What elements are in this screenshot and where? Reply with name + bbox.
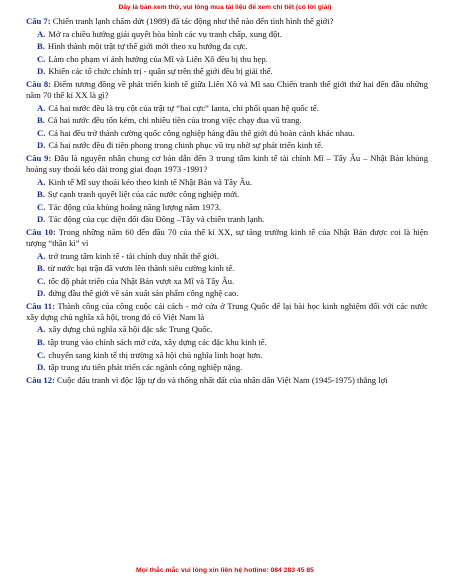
option-text: đứng đầu thế giới về sản xuất sản phẩm công nghệ cao. — [48, 288, 239, 299]
answer-option — [37, 115, 428, 126]
option-text: Làm cho phạm vi ảnh hưởng của Mĩ và Liên Xô đều bị thu hẹp. — [48, 53, 268, 64]
question-text: Thành công của công cuộc cải cách - mở cửa ở Trung Quốc để lại bài học kinh nghiệm đối với các nước xây dựng chủ nghĩa xã hội, trong đó có Việt Nam là — [26, 300, 428, 322]
answer-option — [37, 214, 428, 225]
answer-option — [37, 350, 428, 361]
answer-option — [37, 263, 428, 274]
option-text: Tác động của khủng hoảng năng lượng năm 1973. — [48, 201, 222, 212]
option-text: chuyển sang kinh tế thị trường xã hội chủ nghĩa linh hoạt hơn. — [48, 349, 263, 360]
option-text: Khiến các tổ chức chính trị - quân sự trên thế giới đều bị giải thể. — [48, 66, 273, 77]
question-number: Câu 10: — [26, 226, 56, 237]
option-letter: D. — [37, 288, 46, 299]
answer-option — [37, 189, 428, 200]
answer-option — [37, 128, 428, 139]
option-letter: C. — [37, 201, 46, 212]
answer-option — [37, 251, 428, 262]
option-letter: D. — [37, 214, 46, 225]
option-text: Cả hai nước đều tốn kém, chi nhiều tiền của trong việc chạy đua vũ trang. — [47, 115, 302, 126]
answer-option — [37, 41, 428, 52]
option-letter: A. — [37, 250, 46, 261]
question — [26, 153, 428, 175]
option-letter: B. — [37, 41, 45, 52]
option-text: Cả hai nước đều đi tiên phong trong chinh phục vũ trụ nhờ sự phát triển kinh tế. — [48, 140, 324, 151]
preview-banner: Đây là bản xem thử, vui lòng mua tài liệu để xem chi tiết (có lời giải) — [118, 4, 332, 11]
hotline-footer: Mọi thắc mắc vui lòng xin liên hệ hotline: 084 283 45 85 — [136, 567, 314, 574]
answer-option — [37, 29, 428, 40]
option-letter: C. — [37, 53, 46, 64]
answer-option — [37, 362, 428, 373]
option-text: Cả hai đều trở thành cường quốc công nghiệp hàng đầu thế giới đủ hoàn cảnh khác nhau. — [48, 127, 355, 138]
option-letter: A. — [37, 176, 46, 187]
answer-option — [37, 103, 428, 114]
option-text: Cả hai nước đều là trụ cột của trật tự “hai cực” Ianta, chi phối quan hệ quốc tế. — [48, 102, 319, 113]
option-text: tập trung vào chính sách mở cửa, xây dựng các đặc khu kinh tế. — [47, 337, 267, 348]
answer-option — [37, 66, 428, 77]
option-letter: A. — [37, 324, 46, 335]
option-letter: C. — [37, 127, 46, 138]
option-text: tốc độ phát triển của Nhật Bản vượt xa Mĩ và Tây Âu. — [48, 275, 235, 286]
option-letter: A. — [37, 102, 46, 113]
option-text: Hình thành một trật tự thế giới mới theo xu hướng đa cực. — [47, 41, 248, 52]
answer-option — [37, 54, 428, 65]
question-number: Câu 8: — [26, 78, 51, 89]
question — [26, 79, 428, 101]
question-number: Câu 7: — [26, 16, 51, 26]
answer-option — [37, 288, 428, 299]
answer-option — [37, 337, 428, 348]
answer-option — [37, 177, 428, 188]
question-number: Câu 9: — [26, 152, 52, 163]
answer-option — [37, 276, 428, 287]
option-letter: D. — [37, 362, 46, 373]
option-text: trở trung tâm kinh tế - tài chính duy nhất thế giới. — [48, 250, 219, 261]
option-text: Sự cạnh tranh quyết liệt của các nước công nghiệp mới. — [47, 189, 240, 200]
option-letter: C. — [37, 275, 46, 286]
question-list — [26, 16, 428, 387]
question — [26, 375, 428, 386]
question-text: Trong những năm 60 đến đầu 70 của thế kỉ XX, sự tăng trưởng kinh tế của Nhật Bản được coi là hiện tượng “thần kì” vì — [26, 226, 428, 248]
option-letter: D. — [37, 66, 46, 77]
option-letter: C. — [37, 349, 46, 360]
question-text: Điểm tương đồng về phát triển kinh tế giữa Liên Xô và Mĩ sau Chiến tranh thế giới thứ hai đến đầu những năm 70 thế kỉ XX là gì? — [26, 78, 429, 100]
question — [26, 301, 428, 323]
answer-option — [37, 140, 428, 151]
option-letter: A. — [37, 28, 46, 39]
option-letter: B. — [37, 189, 45, 200]
question-text: Cuộc đấu tranh vì độc lập tự do và thống nhất đất của nhân dân Việt Nam (1945-1975) thắng lợi — [57, 374, 388, 385]
option-text: tập trung ưu tiên phát triển các ngành công nghiệp nặng. — [48, 362, 243, 373]
question — [26, 227, 428, 249]
option-text: xây dựng chủ nghĩa xã hội đặc sắc Trung Quốc. — [48, 324, 213, 335]
option-text: Mở ra chiều hướng giải quyết hòa bình các vụ tranh chấp, xung đột. — [48, 28, 282, 39]
question-number: Câu 12: — [26, 374, 55, 385]
question-text: Chiến tranh lạnh chấm dứt (1989) đã tác động như thế nào đến tình hình thế giới? — [52, 16, 334, 26]
question-text: Đâu là nguyên nhân chung cơ bản dẫn đến 3 trung tâm kinh tế tài chính Mĩ – Tây Âu – Nhật Bản khủng hoảng suy thoái kéo dài trong giai đoạn 1973 -1991? — [26, 152, 429, 174]
question — [26, 16, 428, 27]
option-letter: D. — [37, 140, 46, 151]
option-text: từ nước bại trận đã vươn lên thành siêu cường kinh tế. — [47, 263, 235, 274]
answer-option — [37, 202, 428, 213]
option-text: Kinh tế Mĩ suy thoái kéo theo kinh tế Nhật Bản và Tây Âu. — [48, 176, 253, 187]
option-letter: B. — [37, 337, 45, 348]
answer-option — [37, 324, 428, 335]
option-text: Tác động của cục diện đối đầu Đông –Tây và chiến tranh lạnh. — [48, 214, 265, 225]
option-letter: B. — [37, 263, 45, 274]
option-letter: B. — [37, 115, 45, 126]
question-number: Câu 11: — [26, 300, 55, 311]
